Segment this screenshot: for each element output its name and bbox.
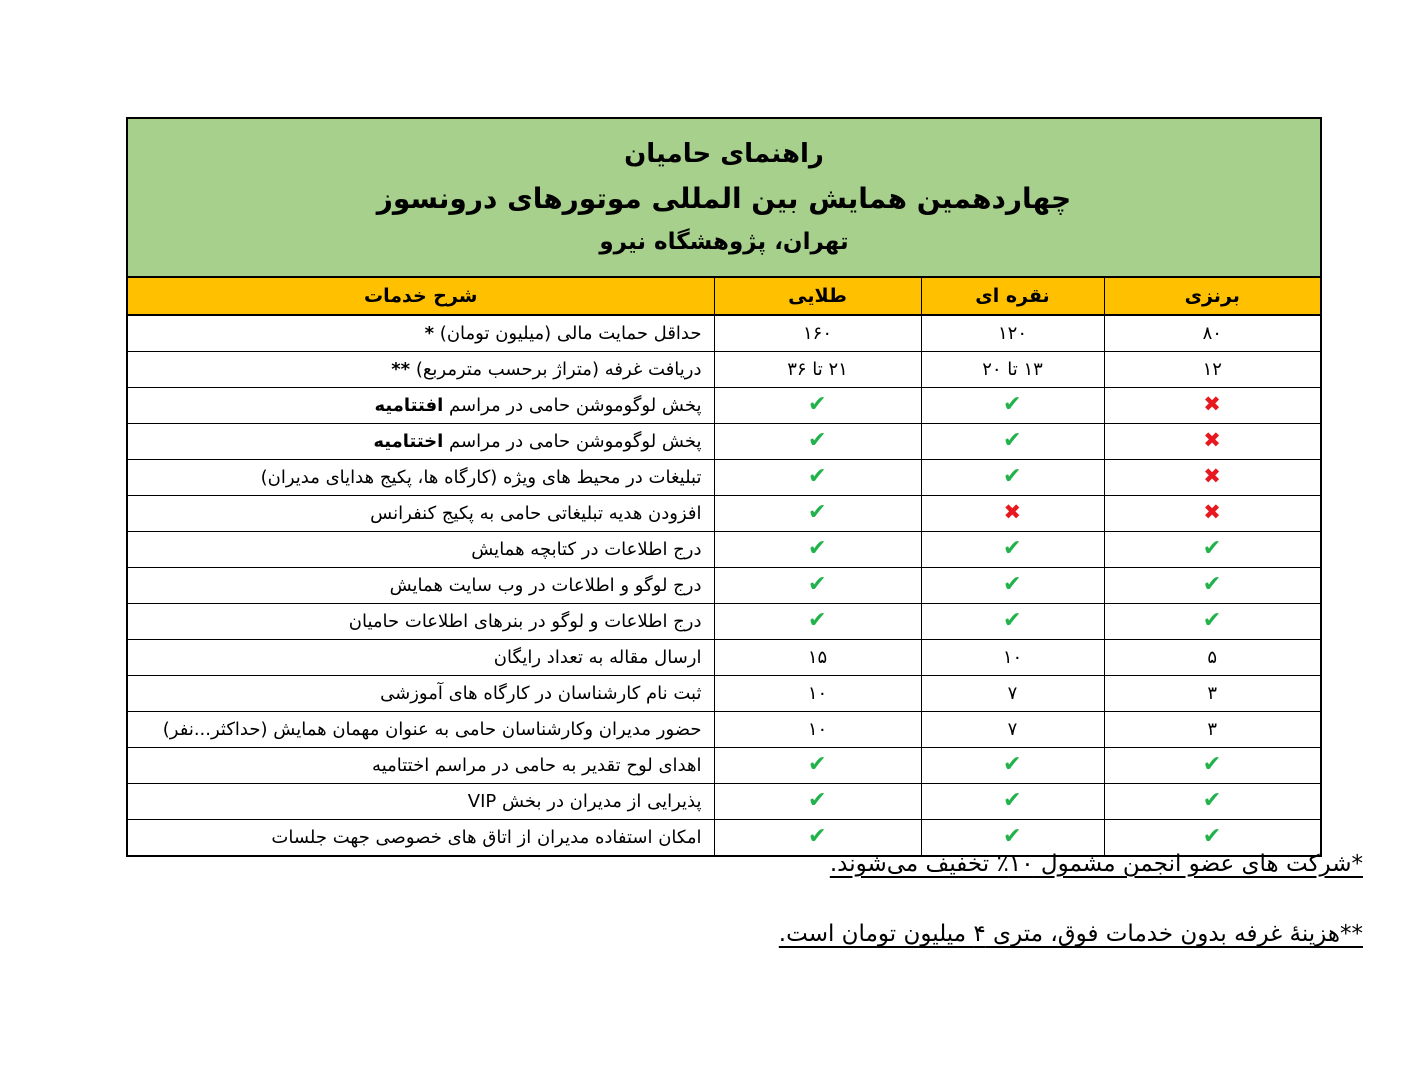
service-label: اهدای لوح تقدیر به حامی در مراسم اختتامیه bbox=[372, 754, 702, 776]
cell-bronze bbox=[1104, 495, 1321, 531]
column-header-description: شرح خدمات bbox=[127, 277, 714, 315]
cell-service-description bbox=[127, 747, 714, 783]
check-icon: ✔ bbox=[1202, 608, 1222, 634]
service-label: درج اطلاعات در کتابچه همایش bbox=[471, 538, 702, 560]
column-header-silver: نقره ای bbox=[921, 277, 1104, 315]
cell-gold bbox=[714, 783, 921, 819]
cell-bronze bbox=[1104, 603, 1321, 639]
cell-silver bbox=[921, 711, 1104, 747]
check-icon: ✔ bbox=[1003, 572, 1022, 598]
service-label: امکان استفاده مدیران از اتاق های خصوصی جهت جلسات bbox=[271, 826, 702, 848]
cell-service-description bbox=[127, 603, 714, 639]
cell-silver bbox=[921, 747, 1104, 783]
check-icon: ✔ bbox=[808, 752, 827, 778]
check-icon: ✔ bbox=[1202, 788, 1222, 814]
cell-gold bbox=[714, 711, 921, 747]
cell-bronze bbox=[1104, 747, 1321, 783]
cell-gold bbox=[714, 639, 921, 675]
footnote-item bbox=[363, 918, 1363, 950]
service-label: درج اطلاعات و لوگو در بنرهای اطلاعات حامیان bbox=[348, 610, 702, 632]
service-label: پخش لوگوموشن حامی در مراسم bbox=[443, 430, 702, 452]
cell-gold bbox=[714, 567, 921, 603]
check-icon: ✔ bbox=[1003, 464, 1022, 490]
cell-silver bbox=[921, 639, 1104, 675]
cell-bronze bbox=[1104, 783, 1321, 819]
cell-gold bbox=[714, 351, 921, 387]
service-label: دریافت غرفه (متراژ برحسب مترمربع) bbox=[410, 358, 702, 380]
title-row bbox=[127, 118, 1321, 277]
service-label: حداقل حمایت مالی (میلیون تومان) bbox=[434, 322, 702, 344]
table-row bbox=[127, 675, 1321, 711]
service-label: حضور مدیران وکارشناسان حامی به عنوان مهمان همایش (حداکثر...نفر) bbox=[162, 718, 702, 740]
cell-service-description bbox=[127, 423, 714, 459]
cell-silver bbox=[921, 567, 1104, 603]
table-row bbox=[127, 423, 1321, 459]
cell-value: ۱۰ bbox=[807, 718, 828, 740]
cross-icon: ✖ bbox=[1203, 464, 1222, 489]
service-label: ثبت نام کارشناسان در کارگاه های آموزشی bbox=[380, 682, 702, 704]
check-icon: ✔ bbox=[808, 536, 827, 562]
cell-value: ۳ bbox=[1207, 682, 1218, 704]
check-icon: ✔ bbox=[1202, 752, 1222, 778]
cell-bronze bbox=[1104, 459, 1321, 495]
cell-silver bbox=[921, 531, 1104, 567]
table-row bbox=[127, 783, 1321, 819]
cell-service-description bbox=[127, 351, 714, 387]
cell-service-description bbox=[127, 531, 714, 567]
cell-value: ۱۲ bbox=[1202, 358, 1222, 380]
cell-service-description bbox=[127, 567, 714, 603]
cell-value: ۱۰ bbox=[807, 682, 828, 704]
cell-gold bbox=[714, 675, 921, 711]
check-icon: ✔ bbox=[808, 824, 827, 850]
footnote-text: **هزینهٔ غرفه بدون خدمات فوق، متری ۴ میلیون تومان است. bbox=[778, 921, 1363, 948]
cell-silver bbox=[921, 315, 1104, 352]
table-row bbox=[127, 459, 1321, 495]
cell-value: ۳ bbox=[1207, 718, 1218, 740]
footnotes-block bbox=[363, 848, 1363, 988]
check-icon: ✔ bbox=[1003, 536, 1022, 562]
cell-gold bbox=[714, 423, 921, 459]
check-icon: ✔ bbox=[808, 428, 827, 454]
cell-gold bbox=[714, 495, 921, 531]
cross-icon: ✖ bbox=[1203, 428, 1222, 453]
service-label-emphasis: اختتامیه bbox=[373, 430, 444, 452]
cell-bronze bbox=[1104, 675, 1321, 711]
cross-icon: ✖ bbox=[1203, 392, 1222, 417]
check-icon: ✔ bbox=[808, 788, 827, 814]
service-label: تبلیغات در محیط های ویژه (کارگاه ها، پکیج هدایای مدیران) bbox=[260, 466, 702, 488]
cell-silver bbox=[921, 387, 1104, 423]
check-icon: ✔ bbox=[1003, 752, 1022, 778]
table-row bbox=[127, 639, 1321, 675]
cell-silver bbox=[921, 459, 1104, 495]
check-icon: ✔ bbox=[808, 500, 827, 526]
check-icon: ✔ bbox=[1003, 788, 1022, 814]
cell-bronze bbox=[1104, 351, 1321, 387]
cell-silver bbox=[921, 675, 1104, 711]
service-label: درج لوگو و اطلاعات در وب سایت همایش bbox=[389, 574, 702, 596]
cell-silver bbox=[921, 783, 1104, 819]
check-icon: ✔ bbox=[808, 392, 827, 418]
cell-gold bbox=[714, 387, 921, 423]
cell-silver bbox=[921, 351, 1104, 387]
table-row bbox=[127, 351, 1321, 387]
table-row bbox=[127, 747, 1321, 783]
table-row bbox=[127, 387, 1321, 423]
cell-bronze bbox=[1104, 639, 1321, 675]
check-icon: ✔ bbox=[1003, 824, 1022, 850]
service-label: افزودن هدیه تبلیغاتی حامی به پکیج کنفرانس bbox=[370, 502, 702, 524]
cell-service-description bbox=[127, 459, 714, 495]
cell-value: ۱۳ تا ۲۰ bbox=[982, 358, 1043, 380]
table-row bbox=[127, 711, 1321, 747]
cell-value: ۱۰ bbox=[1002, 646, 1023, 668]
table-row bbox=[127, 315, 1321, 352]
check-icon: ✔ bbox=[1003, 428, 1022, 454]
cell-service-description bbox=[127, 783, 714, 819]
check-icon: ✔ bbox=[1202, 536, 1222, 562]
cell-value: ۷ bbox=[1007, 718, 1018, 740]
check-icon: ✔ bbox=[1202, 572, 1222, 598]
cell-value: ۱۶۰ bbox=[802, 322, 832, 344]
check-icon: ✔ bbox=[808, 464, 827, 490]
service-label: پخش لوگوموشن حامی در مراسم bbox=[443, 394, 702, 416]
check-icon: ✔ bbox=[1202, 824, 1222, 850]
cell-value: ۲۱ تا ۳۶ bbox=[787, 358, 848, 380]
table-row bbox=[127, 603, 1321, 639]
column-header-bronze: برنزی bbox=[1104, 277, 1321, 315]
cell-gold bbox=[714, 315, 921, 352]
service-label: پذیرایی از مدیران در بخش VIP bbox=[467, 790, 702, 812]
cell-value: ۵ bbox=[1207, 646, 1218, 668]
check-icon: ✔ bbox=[1003, 392, 1022, 418]
cell-gold bbox=[714, 747, 921, 783]
service-label-emphasis: افتتامیه bbox=[374, 394, 444, 416]
check-icon: ✔ bbox=[1003, 608, 1022, 634]
column-header-gold: طلایی bbox=[714, 277, 921, 315]
guide-title: راهنمای حامیان bbox=[624, 139, 824, 169]
cell-gold bbox=[714, 531, 921, 567]
service-label: ارسال مقاله به تعداد رایگان bbox=[493, 646, 702, 668]
conference-venue: تهران، پژوهشگاه نیرو bbox=[599, 228, 849, 255]
conference-title-block bbox=[127, 118, 1321, 277]
cell-value: ۱۵ bbox=[807, 646, 828, 668]
check-icon: ✔ bbox=[808, 608, 827, 634]
cross-icon: ✖ bbox=[1003, 500, 1022, 525]
service-label-emphasis: * bbox=[424, 322, 435, 344]
cell-service-description bbox=[127, 675, 714, 711]
cell-silver bbox=[921, 423, 1104, 459]
cell-service-description bbox=[127, 711, 714, 747]
cell-service-description bbox=[127, 315, 714, 352]
cell-gold bbox=[714, 603, 921, 639]
cross-icon: ✖ bbox=[1203, 500, 1222, 525]
cell-value: ۸۰ bbox=[1202, 322, 1222, 344]
footnote-text: *شرکت های عضو انجمن مشمول ۱۰٪ تخفیف می‌شوند. bbox=[829, 851, 1363, 877]
cell-bronze bbox=[1104, 315, 1321, 352]
table-row bbox=[127, 495, 1321, 531]
cell-service-description bbox=[127, 387, 714, 423]
cell-value: ۷ bbox=[1007, 682, 1018, 704]
cell-bronze bbox=[1104, 531, 1321, 567]
cell-gold bbox=[714, 459, 921, 495]
conference-name: چهاردهمین همایش بین المللی موتورهای درونسوز bbox=[376, 182, 1072, 216]
column-header-row bbox=[127, 277, 1321, 315]
sponsorship-tiers-table bbox=[126, 117, 1322, 857]
service-label-emphasis: ** bbox=[391, 358, 411, 380]
cell-bronze bbox=[1104, 567, 1321, 603]
cell-bronze bbox=[1104, 711, 1321, 747]
cell-service-description bbox=[127, 495, 714, 531]
cell-silver bbox=[921, 603, 1104, 639]
cell-bronze bbox=[1104, 387, 1321, 423]
cell-bronze bbox=[1104, 423, 1321, 459]
check-icon: ✔ bbox=[808, 572, 827, 598]
footnote-item bbox=[363, 848, 1363, 880]
cell-value: ۱۲۰ bbox=[997, 322, 1027, 344]
cell-service-description bbox=[127, 639, 714, 675]
table-row bbox=[127, 531, 1321, 567]
sponsorship-table-container bbox=[128, 117, 1322, 857]
cell-silver bbox=[921, 495, 1104, 531]
table-row bbox=[127, 567, 1321, 603]
